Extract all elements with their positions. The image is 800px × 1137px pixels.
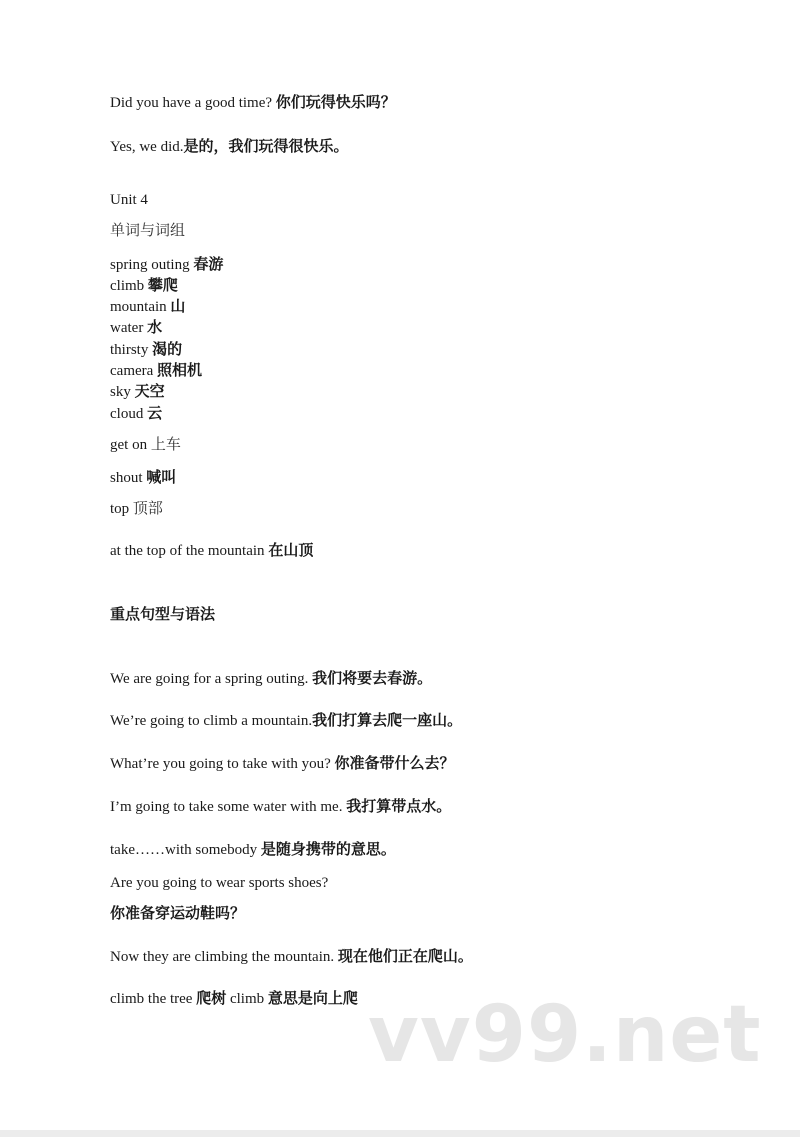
sentence-en: Now they are climbing the mountain.: [110, 949, 335, 965]
grammar-heading: 重点句型与语法: [110, 605, 216, 623]
vocab-item-en: spring outing: [110, 257, 190, 273]
sentence: [110, 988, 358, 1009]
vocab-item: [110, 360, 202, 381]
vocab-item-cn: 春游: [193, 255, 224, 273]
sentence-en: We are going for a spring outing.: [110, 671, 309, 687]
vocab-item-cn: 上车: [150, 435, 181, 453]
sentence-en: climb: [229, 991, 265, 1007]
page-bottom-divider: [0, 1130, 800, 1137]
dialogue-question-en: Did you have a good time?: [110, 95, 273, 111]
sentence: [110, 839, 396, 860]
vocab-item-cn: 喊叫: [146, 468, 177, 486]
vocab-item: [110, 467, 176, 488]
vocab-item: [110, 254, 223, 275]
vocab-item: [110, 498, 163, 519]
vocab-item: [110, 540, 313, 561]
sentence-en: climb the tree: [110, 991, 193, 1007]
sentence: [110, 796, 451, 817]
sentence-cn: 意思是向上爬: [267, 989, 358, 1007]
sentence-cn: 我打算带点水。: [346, 797, 452, 815]
sentence-cn: 爬树: [196, 989, 227, 1007]
sentence-en: What’re you going to take with you?: [110, 756, 331, 772]
sentence-en: I’m going to take some water with me.: [110, 799, 343, 815]
vocab-item-en: camera: [110, 363, 154, 379]
sentence-cn: 我们打算去爬一座山。: [312, 711, 463, 729]
sentence: [110, 946, 473, 967]
vocab-item: [110, 403, 162, 424]
sentence-cn: 我们将要去春游。: [312, 669, 433, 687]
dialogue-answer-cn: 是的，我们玩得很快乐。: [183, 137, 349, 155]
sentence-cn: 现在他们正在爬山。: [337, 947, 473, 965]
vocab-item-en: climb: [110, 278, 145, 294]
vocab-item-cn: 在山顶: [268, 541, 314, 559]
sentence-cn: 是随身携带的意思。: [260, 840, 396, 858]
dialogue-answer: [110, 136, 349, 157]
vocab-item-en: shout: [110, 470, 143, 486]
sentence-en: take……with somebody: [110, 842, 258, 858]
vocab-item-cn: 水: [147, 318, 163, 336]
vocab-item: [110, 381, 165, 402]
vocab-item: [110, 434, 181, 455]
vocab-item-cn: 攀爬: [147, 276, 178, 294]
dialogue-question: [110, 92, 396, 113]
vocab-item-cn: 渴的: [152, 340, 183, 358]
vocab-item-cn: 山: [170, 297, 186, 315]
vocab-item-cn: 照相机: [157, 361, 203, 379]
vocab-item-en: mountain: [110, 299, 167, 315]
vocab-item: [110, 339, 182, 360]
vocab-item-en: at the top of the mountain: [110, 543, 265, 559]
sentence-en-only: Are you going to wear sports shoes?: [110, 875, 329, 891]
vocab-item: [110, 317, 162, 338]
sentence-en: We’re going to climb a mountain.: [110, 713, 313, 729]
vocab-item-cn: 天空: [134, 382, 165, 400]
sentence: [110, 753, 455, 774]
vocab-item-en: water: [110, 320, 144, 336]
dialogue-question-cn: 你们玩得快乐吗？: [275, 93, 396, 111]
sentence: [110, 668, 432, 689]
vocab-item-en: get on: [110, 437, 148, 453]
sentence-cn: 你准备带什么去？: [334, 754, 455, 772]
vocab-item-en: sky: [110, 384, 131, 400]
vocab-item-cn: 顶部: [132, 499, 163, 517]
vocab-item: [110, 296, 185, 317]
vocab-item-en: top: [110, 501, 130, 517]
sentence-cn-only: 你准备穿运动鞋吗？: [110, 904, 246, 922]
vocab-item-cn: 云: [147, 404, 163, 422]
vocab-item: [110, 275, 178, 296]
vocab-item-en: cloud: [110, 406, 144, 422]
dialogue-answer-en: Yes, we did.: [110, 139, 184, 155]
sentence: [110, 710, 462, 731]
vocab-heading: 单词与词组: [110, 221, 186, 239]
watermark: vv99.net: [368, 990, 762, 1080]
unit-heading: Unit 4: [110, 192, 148, 208]
vocab-item-en: thirsty: [110, 342, 149, 358]
